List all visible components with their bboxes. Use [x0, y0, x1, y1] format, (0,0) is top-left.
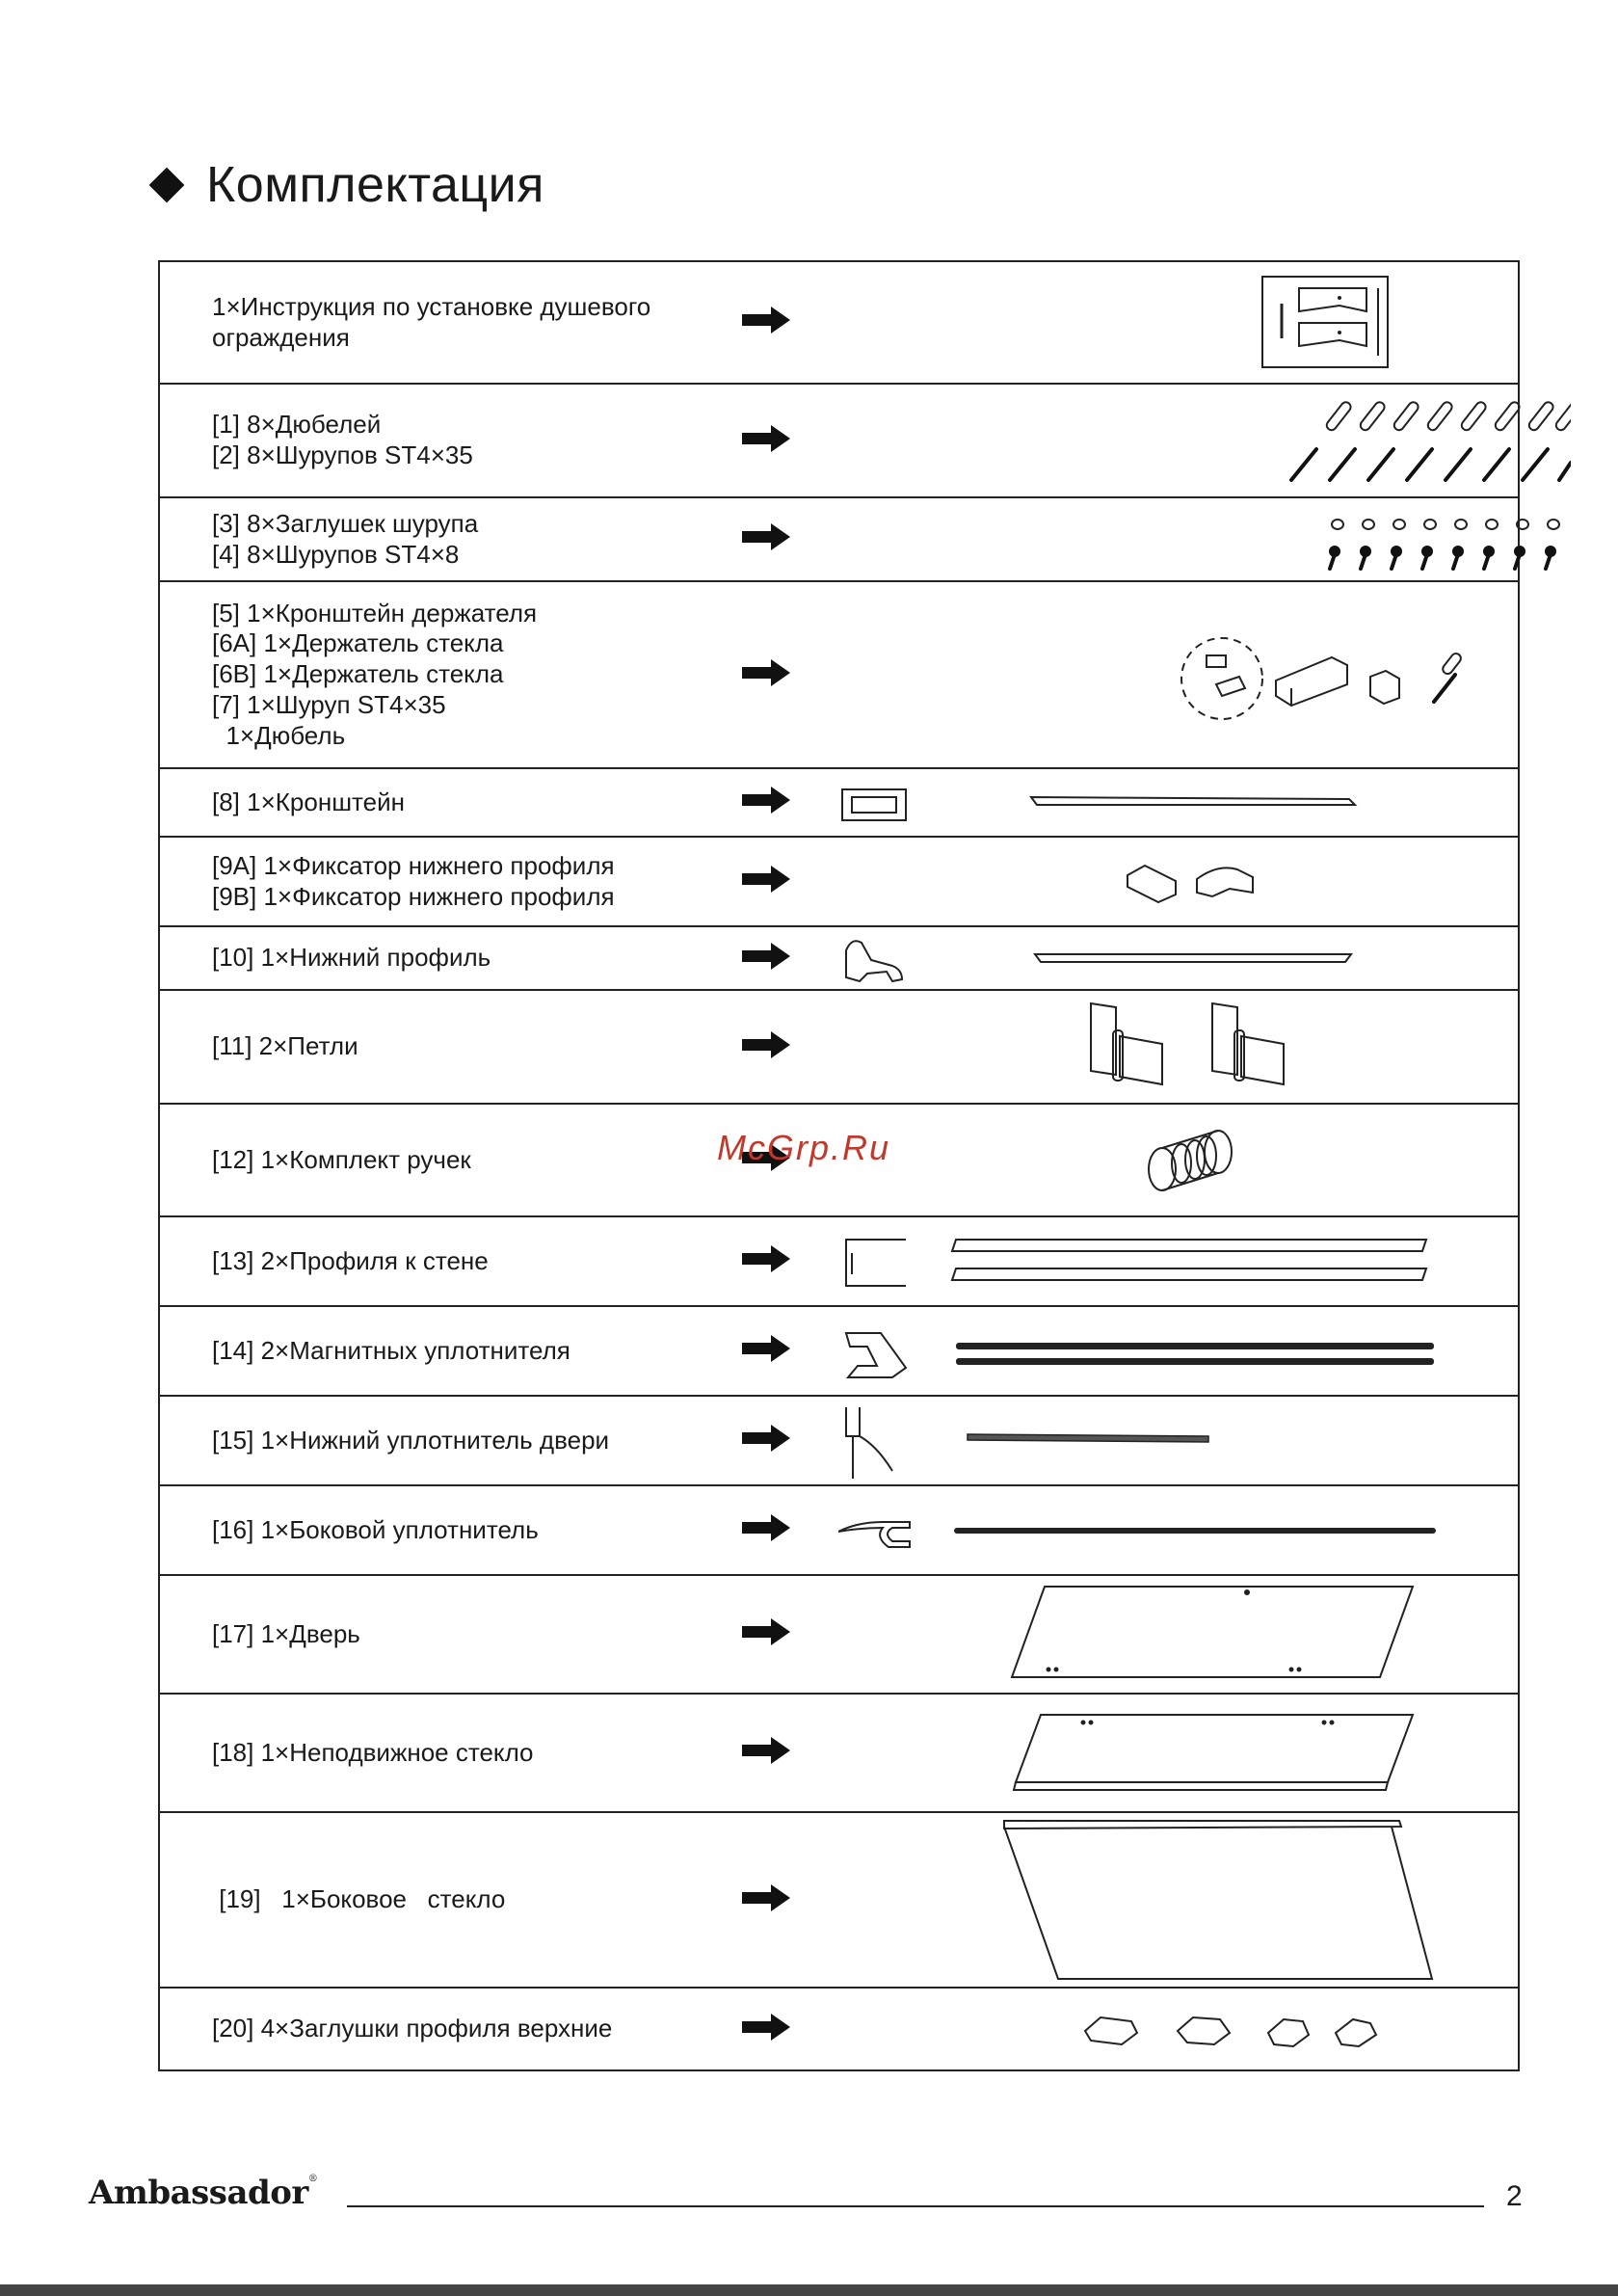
bracket-holders-icon — [838, 581, 1519, 768]
table-row — [159, 1812, 1519, 1988]
page-title: Комплектация — [206, 157, 544, 213]
arrow-right-icon — [742, 1514, 790, 1541]
door-bottom-seal-icon — [838, 1396, 1519, 1485]
row-text: [9A] 1×Фиксатор нижнего профиля [9B] 1×Фиксатор нижнего профиля — [159, 837, 742, 926]
arrow-right-icon — [742, 1031, 790, 1058]
table-row — [159, 1216, 1519, 1306]
row-text: [11] 2×Петли — [159, 990, 742, 1104]
handle-set-icon — [838, 1104, 1519, 1216]
diamond-bullet-icon — [149, 168, 185, 203]
row-text: [8] 1×Кронштейн — [159, 768, 742, 837]
arrow-right-icon — [742, 523, 790, 550]
row-text: [14] 2×Магнитных уплотнителя — [159, 1306, 742, 1396]
page-number: 2 — [1506, 2180, 1523, 2212]
row-text: [19] 1×Боковое стекло — [159, 1812, 742, 1988]
table-row — [159, 261, 1519, 384]
arrow-right-icon — [742, 787, 790, 814]
table-row — [159, 837, 1519, 926]
arrow-right-icon — [742, 1335, 790, 1362]
row-text: [16] 1×Боковой уплотнитель — [159, 1485, 742, 1575]
arrow-right-icon — [742, 1737, 790, 1764]
arrow-right-icon — [742, 2014, 790, 2041]
table-row — [159, 1694, 1519, 1812]
table-row — [159, 581, 1519, 768]
table-row — [159, 1485, 1519, 1575]
row-text: [3] 8×Заглушек шурупа [4] 8×Шурупов ST4×8 — [159, 497, 742, 581]
side-seal-icon — [838, 1485, 1519, 1575]
table-row — [159, 1575, 1519, 1694]
bottom-edge-bar — [0, 2284, 1618, 2296]
top-profile-caps-icon — [838, 1988, 1519, 2070]
row-text: [20] 4×Заглушки профиля верхние — [159, 1988, 742, 2070]
arrow-right-icon — [742, 943, 790, 970]
table-row — [159, 497, 1519, 581]
row-text: [15] 1×Нижний уплотнитель двери — [159, 1396, 742, 1485]
bottom-profile-icon — [838, 926, 1519, 990]
table-row — [159, 1396, 1519, 1485]
magnetic-seals-icon — [838, 1306, 1519, 1396]
row-text: [18] 1×Неподвижное стекло — [159, 1694, 742, 1812]
table-row — [159, 1988, 1519, 2070]
row-text: [12] 1×Комплект ручек — [159, 1104, 742, 1216]
arrow-right-icon — [742, 1245, 790, 1272]
arrow-right-icon — [742, 1884, 790, 1911]
arrow-right-icon — [742, 659, 790, 686]
row-text: [13] 2×Профиля к стене — [159, 1216, 742, 1306]
row-text: [5] 1×Кронштейн держателя [6A] 1×Держатель стекла [6B] 1×Держатель стекла [7] 1×Шуруп ST4×35 1×Дюбель — [159, 581, 742, 768]
footer-divider — [347, 2205, 1484, 2207]
section-heading — [154, 156, 544, 214]
table-row — [159, 1306, 1519, 1396]
arrow-right-icon — [742, 1425, 790, 1452]
row-text: 1×Инструкция по установке душевого ограждения — [212, 291, 651, 352]
table-row — [159, 990, 1519, 1104]
arrow-right-icon — [742, 1618, 790, 1645]
door-glass-icon — [838, 1575, 1519, 1694]
watermark: McGrp.Ru — [717, 1128, 891, 1167]
row-text: [17] 1×Дверь — [159, 1575, 742, 1694]
bracket-bar-icon — [838, 768, 1519, 837]
manual-booklet-icon — [838, 261, 1519, 384]
side-glass-icon — [838, 1812, 1519, 1988]
fixed-glass-icon — [838, 1694, 1519, 1812]
arrow-right-icon — [742, 307, 790, 334]
table-row — [159, 384, 1519, 497]
dowels-and-screws-icon — [838, 384, 1519, 497]
row-text: [1] 8×Дюбелей [2] 8×Шурупов ST4×35 — [159, 384, 742, 497]
arrow-right-icon — [742, 866, 790, 893]
table-row — [159, 768, 1519, 837]
brand-logo: Ambassador® — [89, 2174, 318, 2212]
wall-profiles-icon — [838, 1216, 1519, 1306]
caps-and-short-screws-icon — [838, 497, 1519, 581]
arrow-right-icon — [742, 425, 790, 452]
table-row — [159, 926, 1519, 990]
profile-fixators-icon — [838, 837, 1519, 926]
row-text: [10] 1×Нижний профиль — [159, 926, 742, 990]
hinges-icon — [838, 990, 1519, 1104]
